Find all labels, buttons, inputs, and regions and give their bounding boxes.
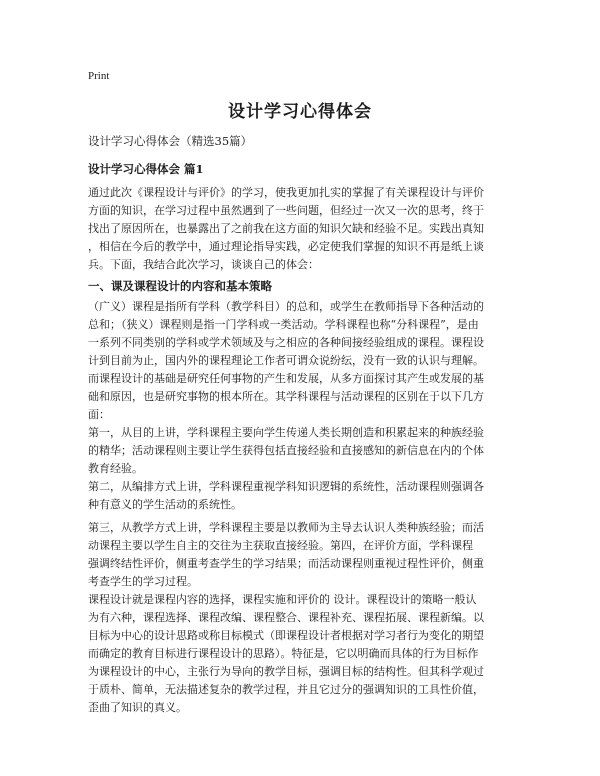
text-line: 课程设计就是课程内容的选择，课程实施和评价的 设计。课程设计的策略一般认 <box>88 593 477 606</box>
subheading-concept: 一、课及课程设计的内容和基本策略 <box>88 279 272 293</box>
text-line: 歪曲了知识的真义。 <box>88 701 187 714</box>
text-line: 而确定的教育目标进行课程设计的思路）。特征是，它以明确而具体的行为目标作 <box>88 647 479 660</box>
text-line: 而课程设计的基础是研究任何事物的产生和发展，从多方面探讨其产生或发展的基 <box>88 372 484 385</box>
text-line: 种有意义的学生活动的系统性。 <box>88 498 242 511</box>
text-line: 兵。下面，我结合此次学习，谈谈自己的体会： <box>88 258 319 271</box>
document-subtitle: 设计学习心得体会（精选35篇） <box>88 134 253 148</box>
text-line: 第三，从教学方式上讲，学科课程主要是以教师为主导去认识人类种族经验；而活 <box>88 521 484 534</box>
text-line: ，相信在今后的教学中，通过理论指导实践，必定使我们掌握的知识不再是纸上谈 <box>88 240 484 253</box>
section-heading: 设计学习心得体会 篇1 <box>88 162 204 176</box>
paragraph-teaching-method <box>88 519 516 591</box>
text-line: 于质朴、简单，无法描述复杂的教学过程，并且它过分的强调知识的工具性价值， <box>88 683 484 696</box>
text-line: （广义）课程是指所有学科（教学科目）的总和，或学生在教师指导下各种活动的 <box>88 300 484 313</box>
text-line: 础和原因，也是研究事物的根本所在。其学科课程与活动课程的区别在于以下几方 <box>88 390 484 403</box>
text-line: 第一，从目的上讲，学科课程主要向学生传递人类长期创造和积累起来的种族经验 <box>88 426 484 439</box>
text-line: 计到目前为止，国内外的课程理论工作者可谓众说纷纭，没有一致的认识与理解。 <box>88 354 484 367</box>
text-line: 方面的知识，在学习过程中虽然遇到了一些问题，但经过一次又一次的思考，终于 <box>88 204 484 217</box>
text-line: 考查学生的学习过程。 <box>88 575 198 588</box>
text-line: 总和；（狭义）课程则是指一门学科或一类活动。学科课程也称“分科课程”，是由 <box>88 318 479 331</box>
text-line: 通过此次《课程设计与评价》的学习，使我更加扎实的掌握了有关课程设计与评价 <box>88 186 484 199</box>
text-line: 为课程设计的中心，主张行为导向的教学目标，强调目标的结构性。但其科学观过 <box>88 665 484 678</box>
paragraph-definition <box>88 298 516 424</box>
text-line: 找出了原因所在，也暴露出了之前我在这方面的知识欠缺和经验不足。实践出真知 <box>88 222 484 235</box>
text-line: 为有六种，课程选择、课程改编、课程整合、课程补充、课程拓展、课程新编。以 <box>88 611 484 624</box>
paragraph-design-strategy <box>88 591 516 717</box>
text-line: 面： <box>88 408 110 421</box>
text-line: 强调终结性评价，侧重考查学生的学习结果；而活动课程则重视过程性评价，侧重 <box>88 557 484 570</box>
text-line: 动课程主要以学生自主的交往为主获取直接经验。第四，在评价方面，学科课程 <box>88 539 473 552</box>
paragraph-arrangement <box>88 478 516 514</box>
intro-paragraph <box>88 184 516 274</box>
paragraph-purpose <box>88 424 516 478</box>
text-line: 教育经验。 <box>88 462 143 475</box>
text-line: 一系列不同类别的学科或学术领域及与之相应的各种间接经验组成的课程。课程设 <box>88 336 484 349</box>
print-label[interactable]: Print <box>88 70 110 82</box>
text-line: 的精华；活动课程则主要让学生获得包括直接经验和直接感知的新信息在内的个体 <box>88 444 484 457</box>
text-line: 目标为中心的设计思路或称目标模式（即课程设计者根据对学习者行为变化的期望 <box>88 629 484 642</box>
document-title: 设计学习心得体会 <box>228 102 372 122</box>
text-line: 第二，从编排方式上讲，学科课程重视学科知识逻辑的系统性，活动课程则强调各 <box>88 480 484 493</box>
